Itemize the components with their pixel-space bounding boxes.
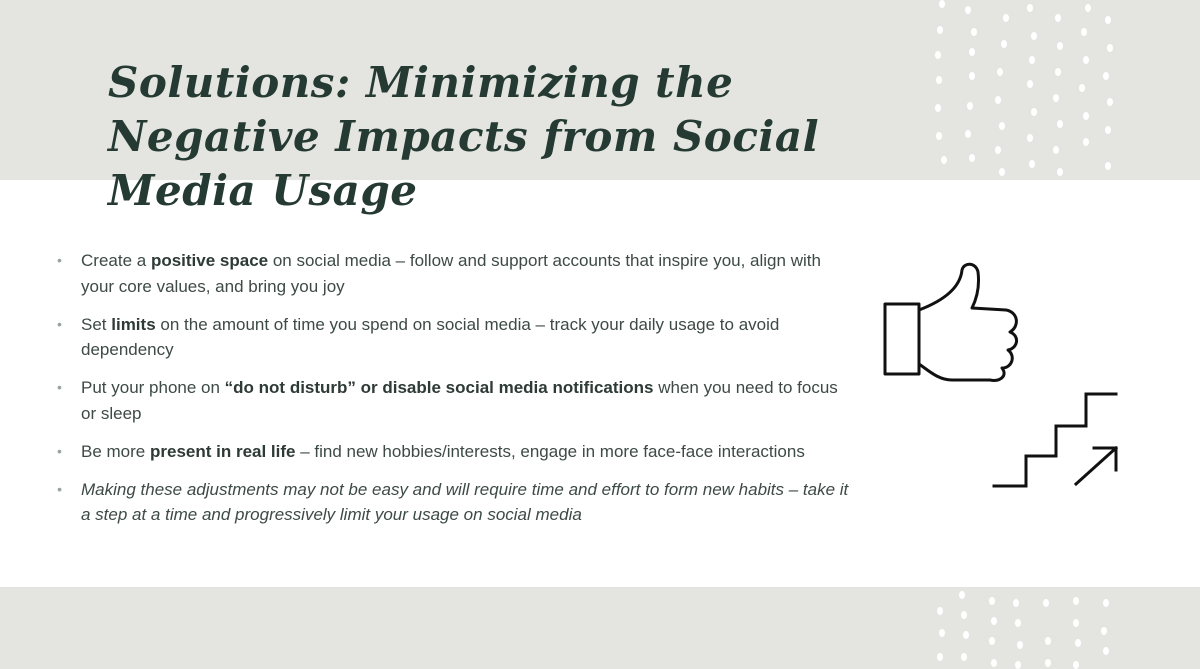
decorative-dots-top bbox=[930, 0, 1120, 180]
thumbs-up-icon bbox=[880, 260, 1025, 385]
closing-note: • Making these adjustments may not be easy and will require time and effort to form new habits – take it a step at a time and progressively limit your usage on social media bbox=[57, 477, 857, 528]
slide-title: Solutions: Minimizing the Negative Impacts from Social Media Usage bbox=[108, 58, 820, 215]
stairs-arrow-icon bbox=[990, 390, 1122, 490]
bullet-item: • Set limits on the amount of time you spend on social media – track your daily usage to avoid dependency bbox=[57, 312, 857, 363]
bullet-item: • Create a positive space on social media – follow and support accounts that inspire you, align with your core values, and bring you joy bbox=[57, 248, 857, 299]
bullet-item: • Be more present in real life – find new hobbies/interests, engage in more face-face interactions bbox=[57, 439, 857, 465]
decorative-dots-bottom bbox=[930, 587, 1120, 669]
bullet-list bbox=[57, 248, 857, 540]
bullet-item: • Put your phone on “do not disturb” or disable social media notifications when you need to focus or sleep bbox=[57, 375, 857, 426]
